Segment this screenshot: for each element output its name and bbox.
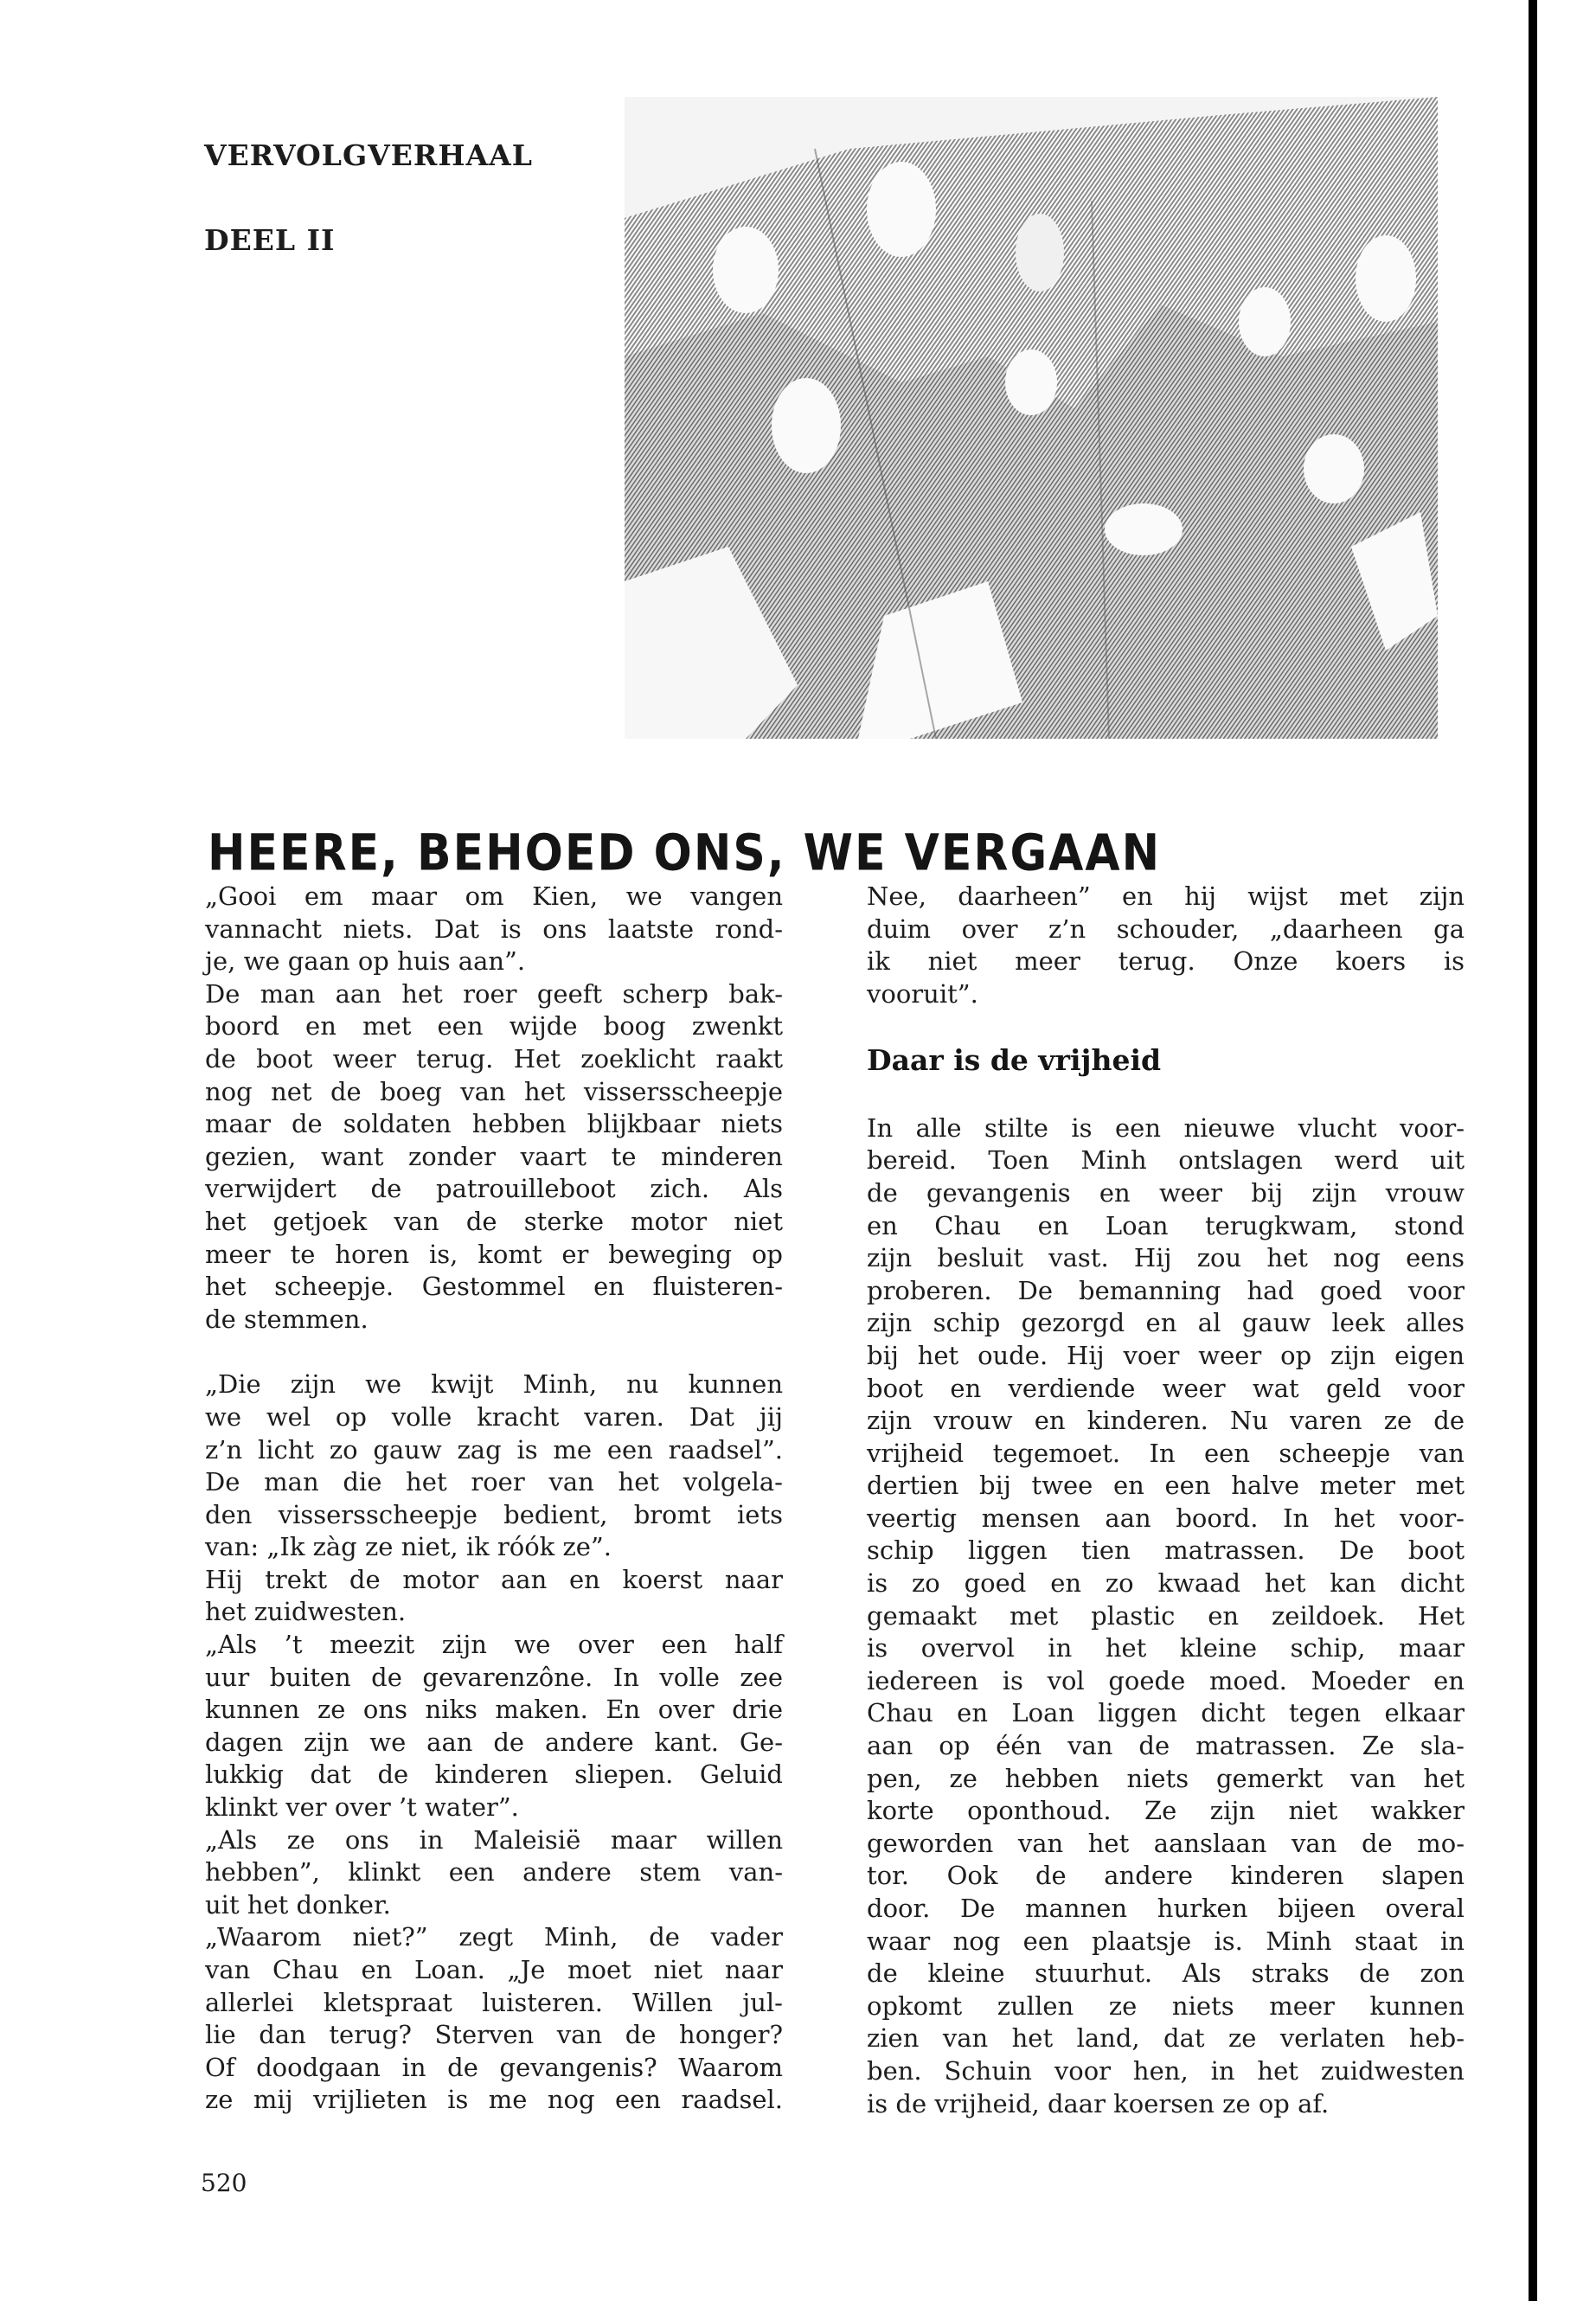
text-line: zijn vrouw en kinderen. Nu varen ze de	[867, 1406, 1465, 1436]
text-line: hebben”, klinkt een andere stem van-	[205, 1857, 783, 1888]
text-line: tor. Ook de andere kinderen slapen	[867, 1861, 1465, 1891]
text-line: van Chau en Loan. „Je moet niet naar	[205, 1955, 783, 1984]
section-subheading: Daar is de vrijheid	[867, 1043, 1162, 1078]
text-line: vooruit”.	[867, 978, 978, 1009]
text-line: zijn besluit vast. Hij zou het nog eens	[867, 1243, 1465, 1273]
text-line: gemaakt met plastic en zeildoek. Het	[867, 1600, 1465, 1631]
text-line: ik niet meer terug. Onze koers is	[867, 946, 1465, 977]
text-line: In alle stilte is een nieuwe vlucht voor-	[867, 1112, 1465, 1143]
halftone-photo-image	[625, 97, 1438, 739]
text-line: Chau en Loan liggen dicht tegen elkaar	[867, 1698, 1465, 1728]
text-line: klinkt ver over ’t water”.	[205, 1792, 519, 1823]
text-line: uit het donker.	[205, 1889, 391, 1920]
text-line: De man die het roer van het volgela-	[205, 1467, 783, 1497]
text-line: lukkig dat de kinderen sliepen. Geluid	[205, 1759, 783, 1790]
text-line: is overvol in het kleine schip, maar	[867, 1633, 1465, 1663]
text-line: Hij trekt de motor aan en koerst naar	[205, 1564, 783, 1594]
text-line: bereid. Toen Minh ontslagen werd uit	[867, 1145, 1465, 1176]
text-line: we wel op volle kracht varen. Dat jij	[205, 1401, 783, 1432]
text-line: waar nog een plaatsje is. Minh staat in	[867, 1926, 1465, 1956]
text-line: zijn schip gezorgd en al gauw leek alles	[867, 1308, 1465, 1338]
text-line: „Als ’t meezit zijn we over een half	[205, 1630, 783, 1660]
text-line: uur buiten de gevarenzône. In volle zee	[205, 1662, 783, 1692]
text-line: De man aan het roer geeft scherp bak-	[205, 978, 783, 1009]
text-line: het getjoek van de sterke motor niet	[205, 1206, 783, 1236]
text-line: korte oponthoud. Ze zijn niet wakker	[867, 1796, 1465, 1826]
article-title: HEERE, BEHOED ONS, WE VERGAAN	[208, 824, 1162, 883]
text-line: ze mij vrijlieten is me nog een raadsel.	[205, 2085, 783, 2115]
text-line: opkomt zullen ze niets meer kunnen	[867, 1990, 1465, 2021]
text-line: dertien bij twee en een halve meter met	[867, 1471, 1465, 1501]
text-line: Of doodgaan in de gevangenis? Waarom	[205, 2052, 783, 2082]
article-photo	[625, 97, 1438, 739]
text-line: het zuidwesten.	[205, 1597, 407, 1627]
text-line: zien van het land, dat ze verlaten heb-	[867, 2023, 1465, 2054]
part-label: DEEL II	[204, 223, 336, 257]
text-line: je, we gaan op huis aan”.	[205, 946, 526, 977]
text-line: de stemmen.	[205, 1304, 369, 1334]
text-line: ben. Schuin voor hen, in het zuidwesten	[867, 2055, 1465, 2086]
text-line: pen, ze hebben niets gemerkt van het	[867, 1763, 1465, 1793]
text-line: lie dan terug? Sterven van de honger?	[205, 2020, 783, 2050]
text-line: aan op één van de matrassen. Ze sla-	[867, 1731, 1465, 1761]
text-line: van: „Ik zàg ze niet, ik róók ze”.	[205, 1532, 612, 1562]
text-line: door. De mannen hurken bijeen overal	[867, 1894, 1465, 1923]
text-line: dagen zijn we aan de andere kant. Ge-	[205, 1727, 783, 1757]
paragraph-left-2	[205, 1368, 783, 2117]
right-column	[867, 881, 1465, 2120]
text-line: „Gooi em maar om Kien, we vangen	[205, 881, 783, 911]
text-line: nog net de boeg van het vissersscheepje	[205, 1076, 783, 1106]
text-line: het scheepje. Gestommel en fluisteren-	[205, 1272, 783, 1302]
paragraph-left-1	[205, 881, 783, 1336]
text-line: iedereen is vol goede moed. Moeder en	[867, 1665, 1465, 1695]
text-line: allerlei kletspraat luisteren. Willen jul-	[205, 1987, 783, 2017]
series-label: VERVOLGVERHAAL	[204, 138, 533, 172]
text-line: „Waarom niet?” zegt Minh, de vader	[205, 1922, 783, 1952]
paragraph-right-1	[867, 881, 1465, 1010]
page-number: 520	[201, 2169, 247, 2197]
text-line: verwijdert de patrouilleboot zich. Als	[205, 1174, 783, 1204]
text-line: is zo goed en zo kwaad het kan dicht	[867, 1568, 1465, 1599]
text-line: de boot weer terug. Het zoeklicht raakt	[205, 1043, 783, 1074]
text-line: duim over z’n schouder, „daarheen ga	[867, 913, 1465, 944]
text-line: boot en verdiende weer wat geld voor	[867, 1373, 1465, 1403]
text-line: geworden van het aanslaan van de mo-	[867, 1828, 1465, 1858]
text-line: de gevangenis en weer bij zijn vrouw	[867, 1177, 1465, 1208]
text-line: „Die zijn we kwijt Minh, nu kunnen	[205, 1369, 783, 1400]
text-line: en Chau en Loan terugkwam, stond	[867, 1210, 1465, 1240]
text-line: „Als ze ons in Maleisië maar willen	[205, 1824, 783, 1855]
text-line: z’n licht zo gauw zag is me een raadsel”.	[205, 1434, 783, 1465]
text-line: gezien, want zonder vaart te minderen	[205, 1141, 783, 1171]
text-line: schip liggen tien matrassen. De boot	[867, 1535, 1465, 1566]
text-line: kunnen ze ons niks maken. En over drie	[205, 1695, 783, 1725]
left-column	[205, 881, 783, 2117]
text-line: Nee, daarheen” en hij wijst met zijn	[867, 881, 1465, 911]
text-line: bij het oude. Hij voer weer op zijn eigen	[867, 1340, 1465, 1370]
text-line: vannacht niets. Dat is ons laatste rond-	[205, 913, 783, 944]
text-line: den vissersscheepje bedient, bromt iets	[205, 1499, 783, 1529]
text-line: proberen. De bemanning had goed voor	[867, 1275, 1465, 1305]
paragraph-gap	[205, 1336, 783, 1368]
text-line: meer te horen is, komt er beweging op	[205, 1239, 783, 1269]
text-line: is de vrijheid, daar koersen ze op af.	[867, 2088, 1330, 2118]
page-edge-rule	[1529, 0, 1537, 2301]
paragraph-right-2	[867, 1112, 1465, 2120]
text-line: vrijheid tegemoet. In een scheepje van	[867, 1438, 1465, 1468]
text-line: boord en met een wijde boog zwenkt	[205, 1011, 783, 1042]
text-line: veertig mensen aan boord. In het voor-	[867, 1503, 1465, 1533]
text-line: maar de soldaten hebben blijkbaar niets	[205, 1109, 783, 1139]
text-line: de kleine stuurhut. Als straks de zon	[867, 1958, 1465, 1989]
